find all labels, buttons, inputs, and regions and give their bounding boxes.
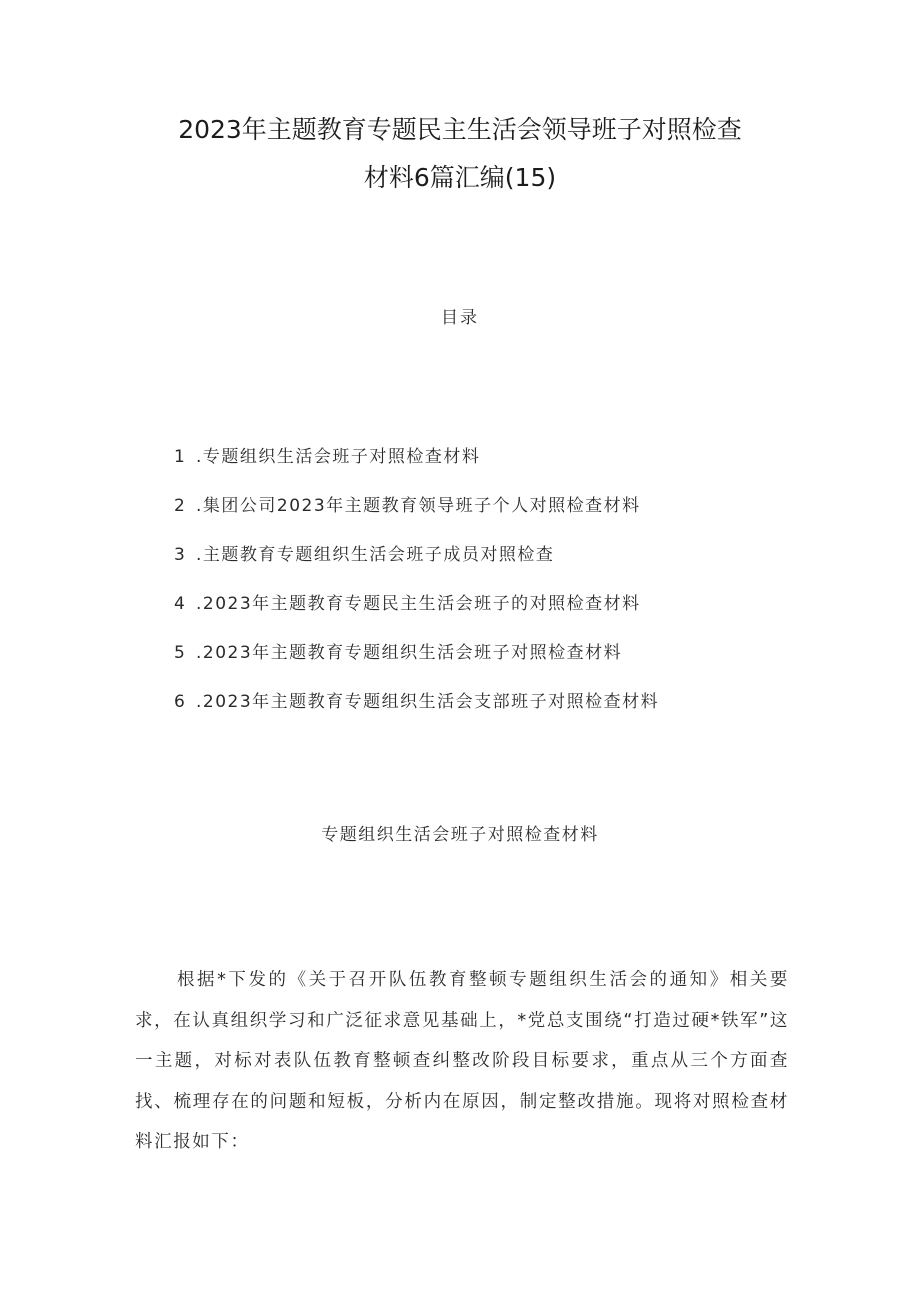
toc-item-text: .2023年主题教育专题组织生活会支部班子对照检查材料 bbox=[196, 692, 660, 712]
toc-item-1[interactable] bbox=[174, 444, 659, 493]
body-paragraph: 根据*下发的《关于召开队伍教育整顿专题组织生活会的通知》相关要求，在认真组织学习和广泛征求意见基础上，*党总支围绕“打造过硬*铁军”这一主题，对标对表队伍教育整顿查纠整改阶段目标要求，重点从三个方面查找、梳理存在的问题和短板，分析内在原因，制定整改措施。现将对照检查材料汇报如下： bbox=[135, 970, 789, 1152]
toc-item-text: .2023年主题教育专题组织生活会班子对照检查材料 bbox=[196, 643, 623, 663]
toc-item-number: 3 bbox=[174, 545, 187, 565]
toc-item-number: 5 bbox=[174, 643, 187, 663]
toc-item-number: 1 bbox=[174, 447, 187, 467]
document-title-line-1: 2023年主题教育专题民主生活会领导班子对照检查 bbox=[178, 115, 742, 144]
toc-item-text: .主题教育专题组织生活会班子成员对照检查 bbox=[196, 545, 555, 565]
toc-heading: 目录 bbox=[441, 308, 479, 328]
toc-item-2[interactable] bbox=[174, 493, 659, 542]
toc-item-text: .2023年主题教育专题民主生活会班子的对照检查材料 bbox=[196, 594, 641, 614]
section-heading: 专题组织生活会班子对照检查材料 bbox=[321, 825, 599, 845]
toc-item-number: 6 bbox=[174, 692, 187, 712]
toc-item-text: .集团公司2023年主题教育领导班子个人对照检查材料 bbox=[196, 496, 641, 516]
toc-item-4[interactable] bbox=[174, 591, 659, 640]
toc-item-3[interactable] bbox=[174, 542, 659, 591]
toc-item-number: 2 bbox=[174, 496, 187, 516]
table-of-contents bbox=[174, 444, 659, 738]
toc-item-text: .专题组织生活会班子对照检查材料 bbox=[196, 447, 481, 467]
document-title-line-2: 材料6篇汇编(15) bbox=[363, 163, 557, 192]
toc-item-6[interactable] bbox=[174, 689, 659, 738]
toc-item-5[interactable] bbox=[174, 640, 659, 689]
toc-item-number: 4 bbox=[174, 594, 187, 614]
